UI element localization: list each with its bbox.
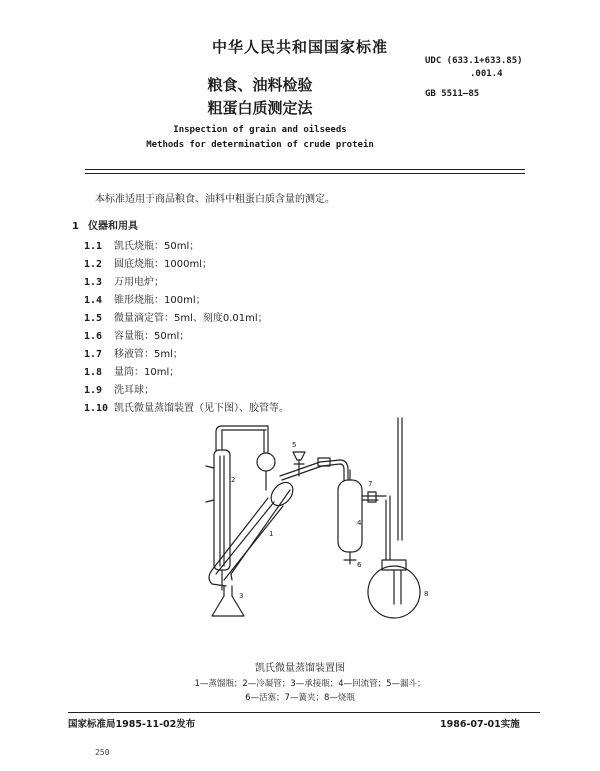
item-text: 凯氏微量蒸馏装置（见下图）、胶管等。 — [114, 403, 289, 414]
item-text: 量筒：10ml； — [114, 367, 180, 378]
label-2: 2 — [231, 476, 236, 484]
label-6: 6 — [357, 561, 362, 569]
effective-date: 1986-07-01实施 — [440, 719, 520, 730]
round-bottom-flask — [368, 418, 420, 618]
label-4: 4 — [357, 519, 362, 527]
title-en-line2: Methods for determination of crude protein — [146, 140, 374, 150]
udc-code-continued: .001.4 — [470, 69, 503, 79]
gb-number: GB 5511—85 — [425, 89, 480, 99]
figure-legend-line1: 1—蒸馏瓶；2—冷凝管；3—承接瓶；4—回流管；5—漏斗； — [194, 679, 426, 689]
item-number: 1.4 — [84, 295, 103, 306]
item-number: 1.6 — [84, 331, 103, 342]
item-number: 1.5 — [84, 313, 103, 324]
item-number: 1.1 — [84, 241, 103, 252]
item-text: 容量瓶：50ml； — [114, 331, 190, 342]
label-5: 5 — [292, 441, 297, 449]
title-en-line1: Inspection of grain and oilseeds — [173, 125, 347, 135]
section-title: 仪器和用具 — [88, 221, 138, 232]
label-7: 7 — [368, 480, 373, 488]
item-text: 圆底烧瓶：1000ml； — [114, 259, 212, 270]
issue-date: 国家标准局1985-11-02发布 — [68, 719, 196, 730]
figure-caption: 凯氏微量蒸馏装置图 — [255, 663, 345, 674]
item-text: 洗耳球； — [114, 385, 154, 396]
trap-bulb — [257, 453, 275, 490]
item-number: 1.3 — [84, 277, 103, 288]
item-text: 移液管：5ml； — [114, 349, 183, 360]
label-3: 3 — [239, 592, 244, 600]
item-number: 1.8 — [84, 367, 103, 378]
item-text: 微量滴定管：5ml、刻度0.01ml； — [114, 313, 268, 324]
udc-code: UDC (633.1+633.85) — [425, 56, 523, 66]
intro-paragraph: 本标准适用于商品粮食、油料中粗蛋白质含量的测定。 — [95, 194, 335, 205]
receiving-flask — [212, 586, 244, 616]
item-text: 万用电炉； — [114, 277, 164, 288]
item-text: 凯氏烧瓶：50ml； — [114, 241, 200, 252]
title-zh-line1: 粮食、油料检验 — [207, 76, 313, 94]
item-number: 1.10 — [84, 403, 109, 414]
page-number: 250 — [95, 748, 110, 757]
item-number: 1.9 — [84, 385, 103, 396]
label-1: 1 — [269, 530, 274, 538]
item-number: 1.2 — [84, 259, 103, 270]
section-number: 1 — [72, 221, 79, 232]
standard-name: 中华人民共和国国家标准 — [211, 38, 388, 56]
footer-rule — [68, 712, 540, 713]
title-zh-line2: 粗蛋白质测定法 — [207, 99, 313, 117]
label-8: 8 — [424, 590, 429, 598]
steam-tube — [280, 458, 348, 480]
item-number: 1.7 — [84, 349, 103, 360]
item-text: 锥形烧瓶：100ml； — [114, 295, 206, 306]
figure-legend-line2: 6—活塞；7—簧夹；8—烧瓶 — [245, 693, 355, 703]
